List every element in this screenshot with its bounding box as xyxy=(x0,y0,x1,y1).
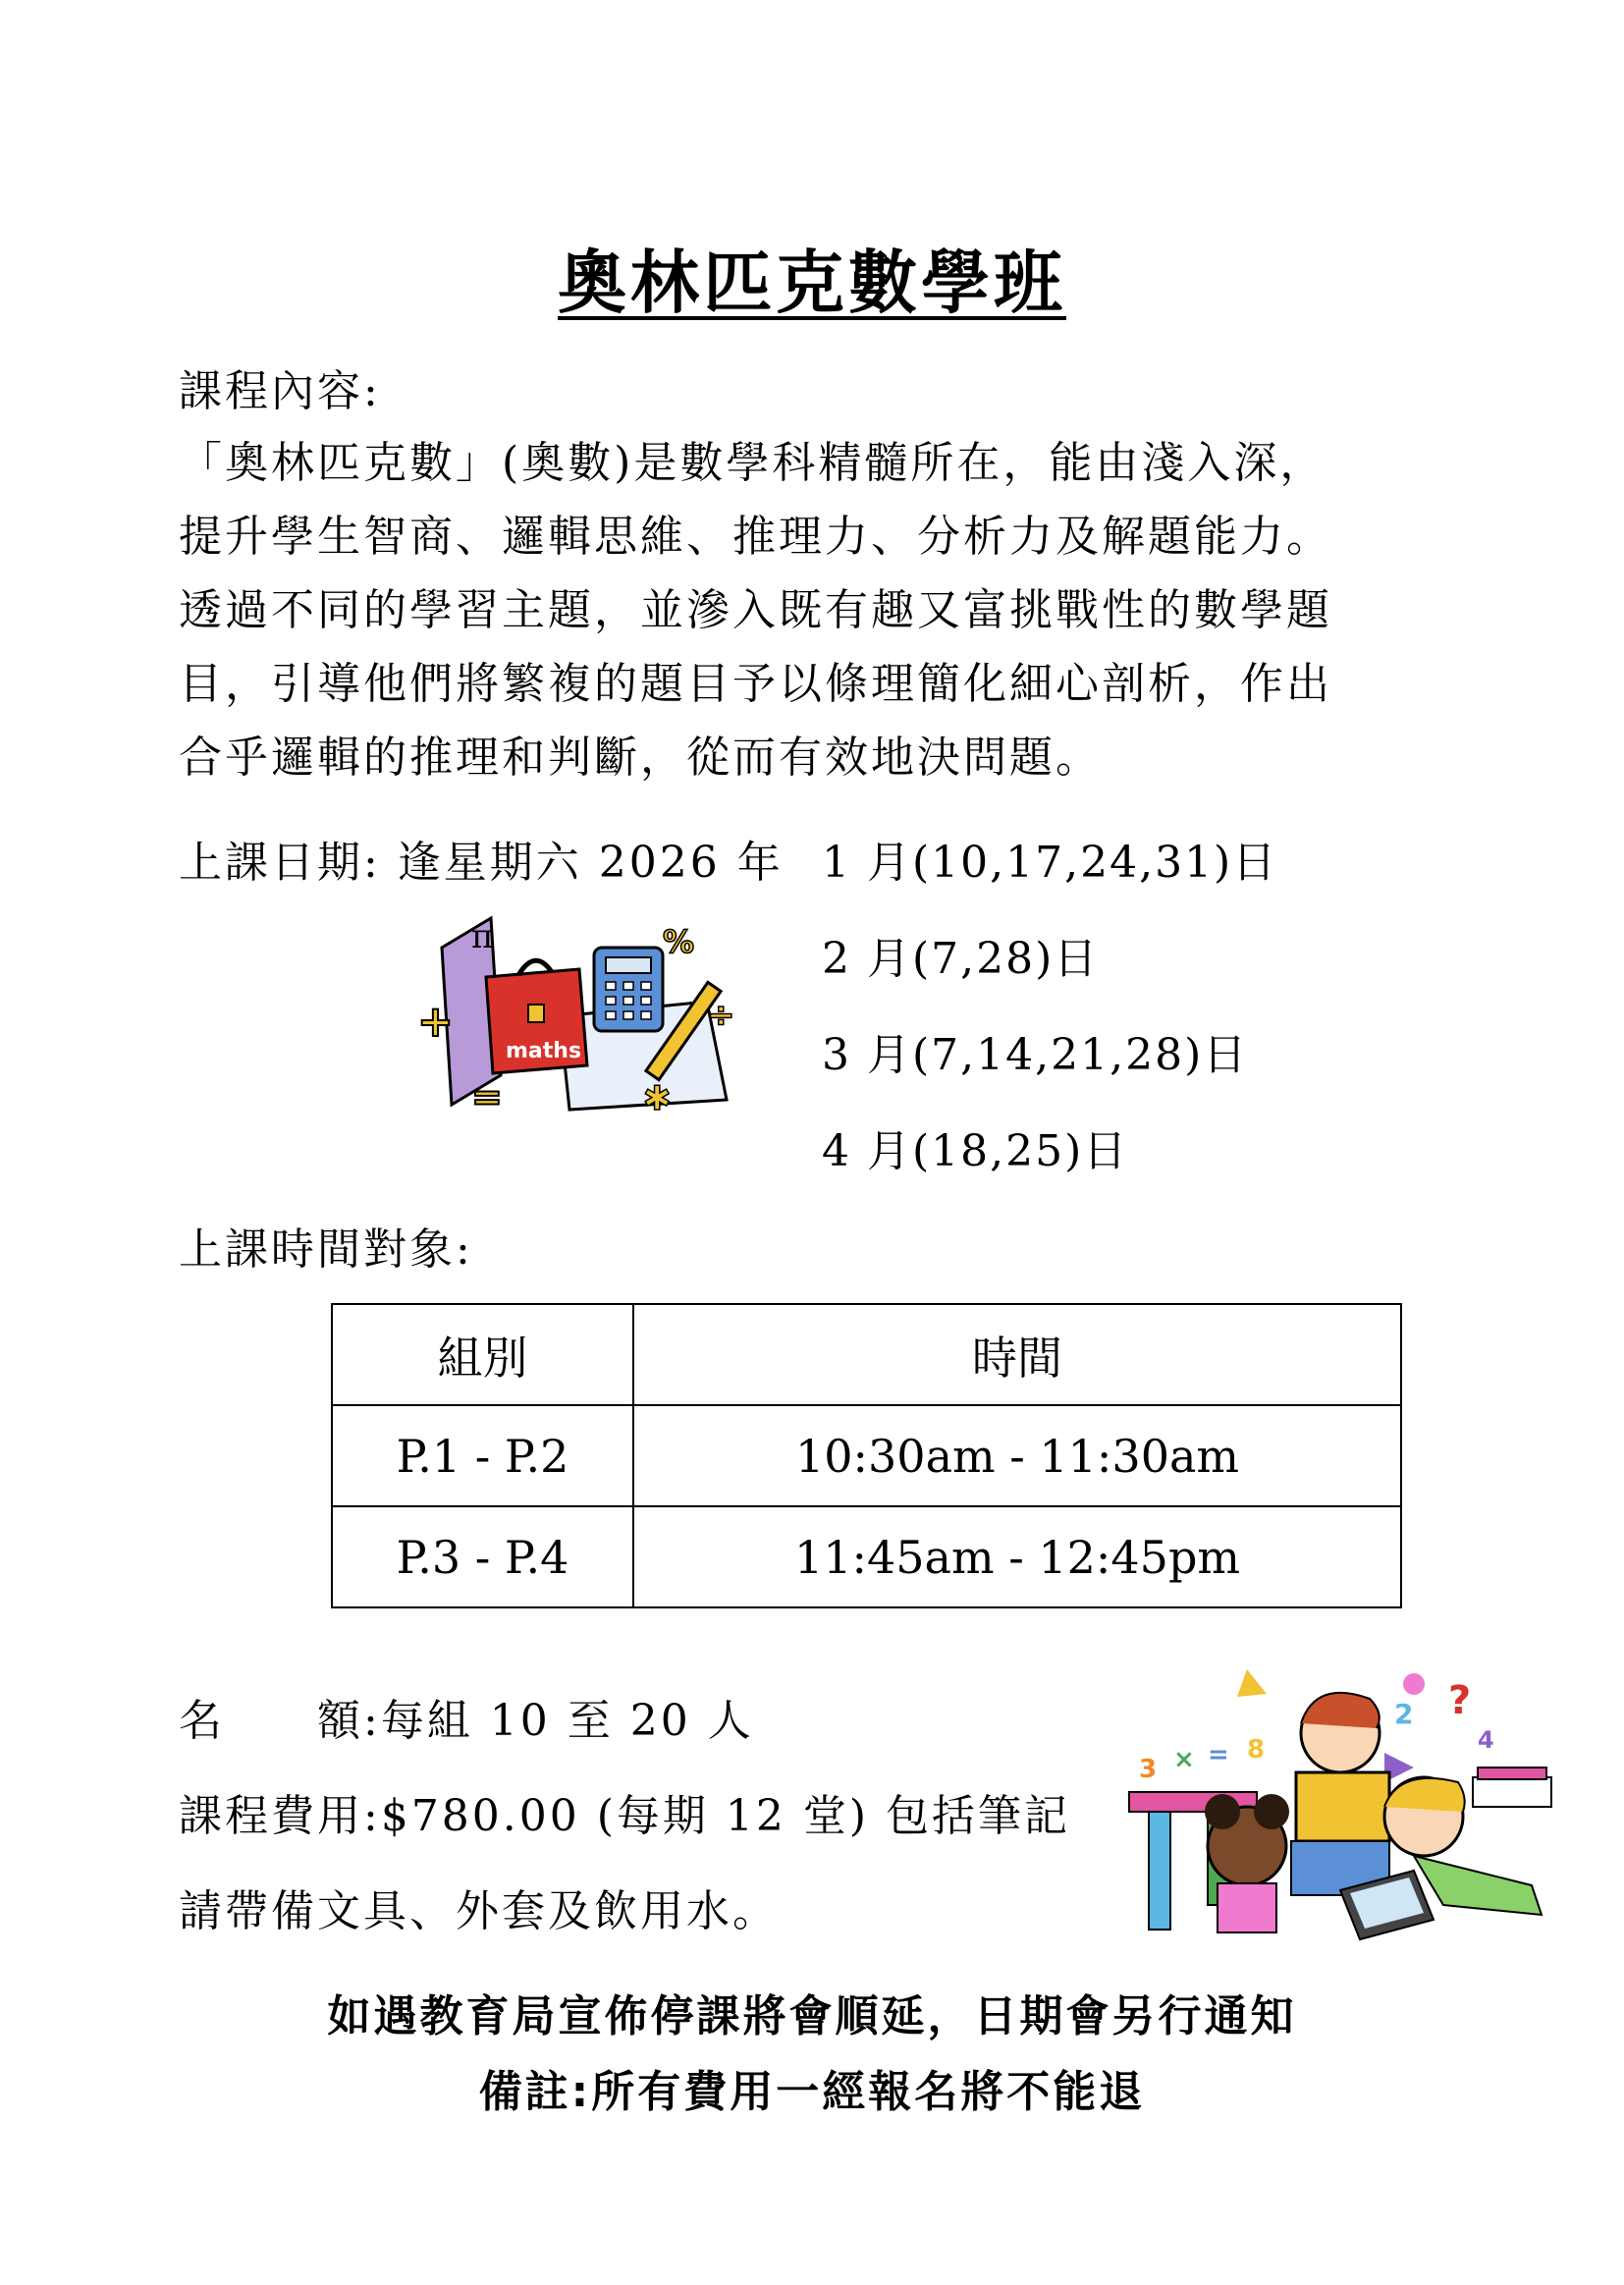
svg-text:?: ? xyxy=(1448,1678,1472,1723)
course-content-line: 提升學生智商、邏輯思維、推理力、分析力及解題能力。 xyxy=(179,512,1332,562)
svg-text:+: + xyxy=(417,997,454,1047)
svg-text:%: % xyxy=(663,923,695,960)
svg-text:2: 2 xyxy=(1394,1698,1414,1730)
date-month-2: 2 月(7,28)日 xyxy=(822,934,1100,984)
course-content-label: 課程內容: xyxy=(179,366,381,416)
course-content-line: 透過不同的學習主題，並滲入既有趣又富挑戰性的數學題 xyxy=(179,585,1332,635)
dates-label: 上課日期: 逢星期六 2026 年 xyxy=(179,838,784,888)
table-header-row xyxy=(332,1304,1401,1405)
svg-text:✱: ✱ xyxy=(643,1079,672,1118)
bring-items-line: 請帶備文具、外套及飲用水。 xyxy=(179,1886,779,1936)
maths-clipart-icon xyxy=(412,908,766,1134)
date-month-1: 1 月(10,17,24,31)日 xyxy=(822,838,1278,888)
time-cell: 11:45am - 12:45pm xyxy=(633,1506,1401,1607)
svg-text:3: 3 xyxy=(1139,1755,1158,1784)
refund-remark: 備註:所有費用一經報名將不能退 xyxy=(478,2067,1146,2117)
svg-text:=: = xyxy=(1208,1740,1229,1769)
course-content-line: 合乎邏輯的推理和判斷，從而有效地決問題。 xyxy=(179,733,1102,783)
fee-line: 課程費用:$780.00 (每期 12 堂) 包括筆記 xyxy=(179,1791,1071,1841)
course-content-line: 「奧林匹克數」(奧數)是數學科精髓所在，能由淺入深， xyxy=(179,438,1326,488)
quota-line: 名 額:每組 10 至 20 人 xyxy=(179,1696,754,1746)
header-time: 時間 xyxy=(633,1304,1401,1405)
svg-text:÷: ÷ xyxy=(707,996,735,1035)
time-cell: 10:30am - 11:30am xyxy=(633,1405,1401,1506)
svg-text:π: π xyxy=(471,917,494,956)
svg-text:=: = xyxy=(471,1075,503,1118)
schedule-label: 上課時間對象: xyxy=(179,1224,473,1275)
suspension-notice: 如遇教育局宣佈停課將會順延，日期會另行通知 xyxy=(327,1991,1297,2041)
date-month-4: 4 月(18,25)日 xyxy=(822,1126,1129,1176)
course-content-line: 目，引導他們將繁複的題目予以條理簡化細心剖析，作出 xyxy=(179,659,1332,709)
children-clipart-icon xyxy=(1119,1659,1581,1954)
table-row xyxy=(332,1405,1401,1506)
svg-text:×: × xyxy=(1173,1745,1195,1774)
table-row xyxy=(332,1506,1401,1607)
group-cell: P.3 - P.4 xyxy=(332,1506,633,1607)
date-month-3: 3 月(7,14,21,28)日 xyxy=(822,1030,1249,1080)
schedule-table xyxy=(331,1303,1402,1608)
svg-text:8: 8 xyxy=(1247,1735,1266,1765)
page-title: 奧林匹克數學班 xyxy=(558,243,1066,323)
clipart-maths-label: maths xyxy=(506,1039,582,1063)
header-group: 組別 xyxy=(332,1304,633,1405)
svg-text:4: 4 xyxy=(1478,1726,1494,1754)
group-cell: P.1 - P.2 xyxy=(332,1405,633,1506)
